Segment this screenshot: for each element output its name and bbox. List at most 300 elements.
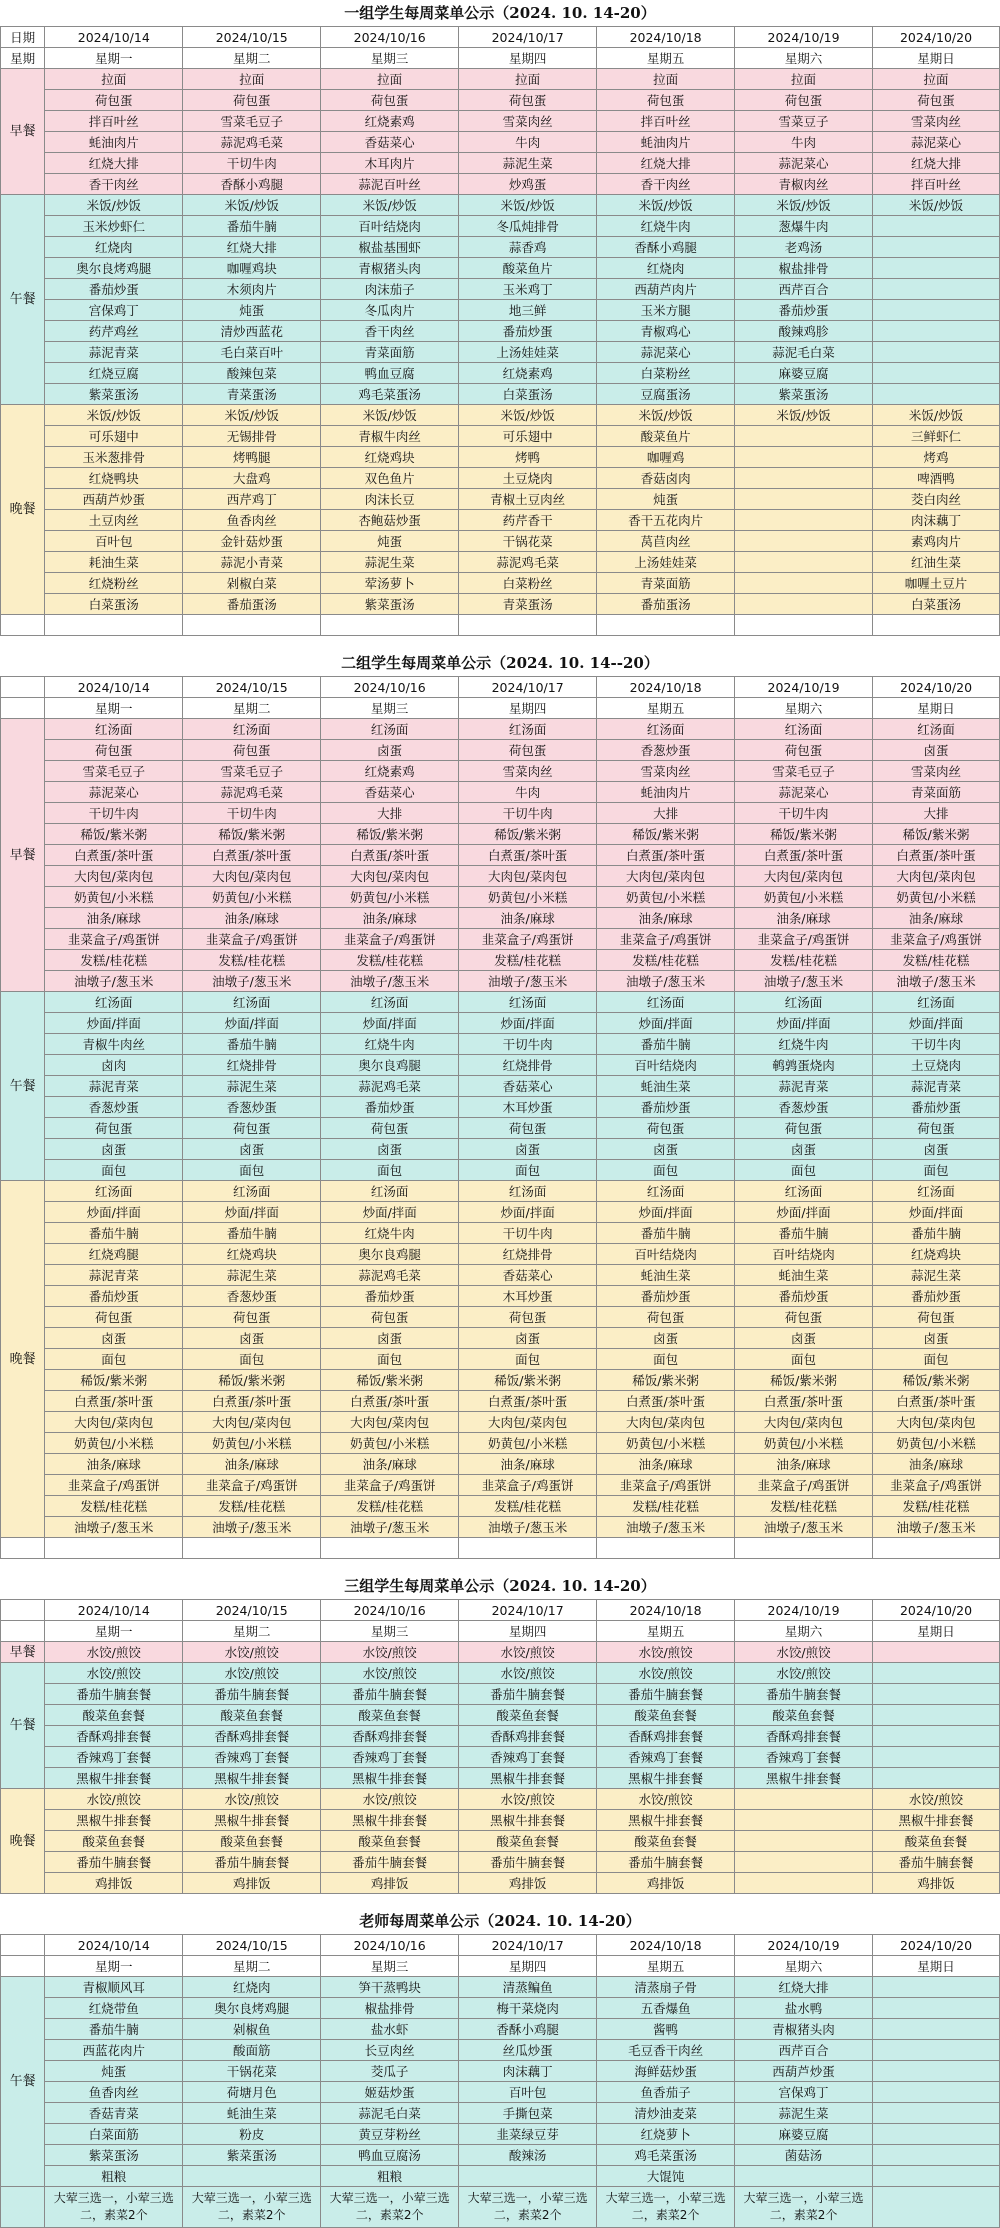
- dish-cell: 红汤面: [735, 992, 873, 1013]
- dish-cell: 香葱炒蛋: [183, 1286, 321, 1307]
- dish-cell: 青菜蛋汤: [459, 594, 597, 615]
- dish-cell: 蒜泥鸡毛菜: [459, 552, 597, 573]
- dish-cell: [873, 2082, 1000, 2103]
- dish-cell: 大排: [873, 803, 1000, 824]
- dish-cell: 水饺/煎饺: [321, 1663, 459, 1684]
- dish-cell: 油条/麻球: [321, 908, 459, 929]
- dish-cell: 白菜面筋: [45, 2124, 183, 2145]
- dish-cell: 青椒土豆肉丝: [459, 489, 597, 510]
- dish-cell: 油条/麻球: [183, 1454, 321, 1475]
- dish-cell: 雪菜肉丝: [459, 761, 597, 782]
- dish-cell: 稀饭/紫米粥: [183, 824, 321, 845]
- dish-cell: 番茄牛腩套餐: [183, 1852, 321, 1873]
- dish-cell: 红烧排骨: [459, 1055, 597, 1076]
- menu-row: [1, 1223, 1000, 1244]
- dish-cell: 玉米方腿: [597, 300, 735, 321]
- dish-cell: 红烧萝卜: [597, 2124, 735, 2145]
- dish-cell: 荷包蛋: [183, 740, 321, 761]
- dish-cell: 香酥鸡排套餐: [183, 1726, 321, 1747]
- dish-cell: 酸辣汤: [459, 2145, 597, 2166]
- dish-cell: 雪菜肉丝: [873, 761, 1000, 782]
- dish-cell: 冬瓜肉片: [321, 300, 459, 321]
- dish-cell: 油墩子/葱玉米: [45, 1517, 183, 1538]
- dish-cell: 红烧排骨: [459, 1244, 597, 1265]
- menu-row: [1, 531, 1000, 552]
- dish-cell: 肉沫长豆: [321, 489, 459, 510]
- dish-cell: 面包: [735, 1349, 873, 1370]
- dish-cell: [735, 2166, 873, 2187]
- dish-cell: 香菇菜心: [459, 1076, 597, 1097]
- dish-cell: 红烧鸡块: [321, 447, 459, 468]
- dish-cell: 香酥鸡排套餐: [597, 1726, 735, 1747]
- menu-row: [1, 1873, 1000, 1894]
- dish-cell: 大肉包/菜肉包: [459, 1412, 597, 1433]
- menu-row: [1, 489, 1000, 510]
- weekday-cell: 星期六: [735, 1621, 873, 1642]
- dish-cell: 红汤面: [321, 992, 459, 1013]
- dish-cell: 丝瓜炒蛋: [459, 2040, 597, 2061]
- menu-row: [1, 2061, 1000, 2082]
- dish-cell: 韭菜盒子/鸡蛋饼: [873, 929, 1000, 950]
- dish-cell: 番茄牛腩: [183, 216, 321, 237]
- dish-cell: 大肉包/菜肉包: [321, 1412, 459, 1433]
- dish-cell: 米饭/炒饭: [183, 195, 321, 216]
- dish-cell: 红烧大排: [597, 153, 735, 174]
- breakfast-label: 早餐: [1, 719, 45, 992]
- dish-cell: 香菇菜心: [321, 782, 459, 803]
- note-cell: 大荤三选一，小荤三选二，素菜2个: [735, 2187, 873, 2228]
- menu-row: [1, 1998, 1000, 2019]
- date-cell: 2024/10/15: [183, 1935, 321, 1956]
- dish-cell: 鹌鹑蛋烧肉: [735, 1055, 873, 1076]
- dish-cell: 香酥鸡排套餐: [45, 1726, 183, 1747]
- dish-cell: 韭菜盒子/鸡蛋饼: [45, 929, 183, 950]
- dish-cell: 木耳炒蛋: [459, 1286, 597, 1307]
- dish-cell: 卤肉: [45, 1055, 183, 1076]
- dish-cell: 大肉包/菜肉包: [45, 1412, 183, 1433]
- note-cell: 大荤三选一，小荤三选二，素菜2个: [321, 2187, 459, 2228]
- dish-cell: 拌百叶丝: [873, 174, 1000, 195]
- dish-cell: 红烧鸡腿: [45, 1244, 183, 1265]
- dish-cell: 玉米鸡丁: [459, 279, 597, 300]
- dish-cell: 蒜香鸡: [459, 237, 597, 258]
- menu-row: [1, 573, 1000, 594]
- menu-row: [1, 1433, 1000, 1454]
- dish-cell: 炖蛋: [183, 300, 321, 321]
- dish-cell: 麻婆豆腐: [735, 363, 873, 384]
- dish-cell: 发糕/桂花糕: [321, 1496, 459, 1517]
- dish-cell: 面包: [321, 1349, 459, 1370]
- dish-cell: 韭菜盒子/鸡蛋饼: [873, 1475, 1000, 1496]
- dish-cell: 红汤面: [873, 1181, 1000, 1202]
- dish-cell: [873, 2040, 1000, 2061]
- dish-cell: 大肉包/菜肉包: [735, 1412, 873, 1433]
- weekday-cell: 星期三: [321, 1621, 459, 1642]
- dish-cell: 酱鸭: [597, 2019, 735, 2040]
- dish-cell: 荷包蛋: [735, 1307, 873, 1328]
- dish-cell: 红烧鸭块: [45, 468, 183, 489]
- date-cell: 2024/10/14: [45, 1600, 183, 1621]
- dish-cell: 西芹百合: [735, 2040, 873, 2061]
- dish-cell: 卤蛋: [183, 1328, 321, 1349]
- menu-row: [1, 594, 1000, 615]
- menu-row: [1, 2103, 1000, 2124]
- dish-cell: 荷包蛋: [597, 1118, 735, 1139]
- dish-cell: 炒面/拌面: [183, 1202, 321, 1223]
- menu-row: [1, 1496, 1000, 1517]
- dish-cell: 番茄炒蛋: [45, 279, 183, 300]
- dish-cell: 发糕/桂花糕: [459, 1496, 597, 1517]
- dish-cell: 拉面: [459, 69, 597, 90]
- menu-row: [1, 1391, 1000, 1412]
- menu-row: [1, 929, 1000, 950]
- menu-row: [1, 1831, 1000, 1852]
- weekday-cell: 星期二: [183, 48, 321, 69]
- dish-cell: 红汤面: [459, 1181, 597, 1202]
- dish-cell: 面包: [45, 1160, 183, 1181]
- blank-cell: [735, 1538, 873, 1559]
- dish-cell: 卤蛋: [321, 1328, 459, 1349]
- dish-cell: 西葫芦炒蛋: [45, 489, 183, 510]
- dish-cell: 稀饭/紫米粥: [735, 824, 873, 845]
- dish-cell: 面包: [597, 1160, 735, 1181]
- weekday-row: [1, 1956, 1000, 1977]
- dish-cell: 米饭/炒饭: [735, 405, 873, 426]
- dish-cell: 红烧大排: [873, 153, 1000, 174]
- dish-cell: 茭白肉丝: [873, 489, 1000, 510]
- dish-cell: 黑椒牛排套餐: [459, 1768, 597, 1789]
- dish-cell: 青菜面筋: [597, 573, 735, 594]
- dish-cell: 黑椒牛排套餐: [597, 1768, 735, 1789]
- dish-cell: 香菇菜心: [459, 1265, 597, 1286]
- dish-cell: 白煮蛋/茶叶蛋: [597, 845, 735, 866]
- dish-cell: [873, 2145, 1000, 2166]
- dish-cell: 荷包蛋: [183, 90, 321, 111]
- dish-cell: 香干肉丝: [597, 174, 735, 195]
- dish-cell: 发糕/桂花糕: [183, 1496, 321, 1517]
- dish-cell: 卤蛋: [45, 1328, 183, 1349]
- menu-row: [1, 782, 1000, 803]
- dish-cell: [873, 2103, 1000, 2124]
- menu-row: [1, 1705, 1000, 1726]
- dish-cell: 水饺/煎饺: [459, 1789, 597, 1810]
- dish-cell: 蒜泥鸡毛菜: [183, 132, 321, 153]
- dish-cell: 面包: [597, 1349, 735, 1370]
- dish-cell: 红汤面: [597, 719, 735, 740]
- dish-cell: 卤蛋: [873, 740, 1000, 761]
- dish-cell: 红汤面: [735, 719, 873, 740]
- dish-cell: 干切牛肉: [459, 1034, 597, 1055]
- date-row: [1, 27, 1000, 48]
- date-cell: 2024/10/18: [597, 677, 735, 698]
- dish-cell: 干切牛肉: [183, 803, 321, 824]
- dish-cell: 番茄牛腩套餐: [321, 1684, 459, 1705]
- dish-cell: 酸菜鱼套餐: [183, 1705, 321, 1726]
- menu-row: [1, 2082, 1000, 2103]
- dish-cell: 韭菜盒子/鸡蛋饼: [459, 1475, 597, 1496]
- menu-row: [1, 1181, 1000, 1202]
- dish-cell: 西葫芦肉片: [597, 279, 735, 300]
- dish-cell: 炖蛋: [321, 531, 459, 552]
- dish-cell: 蒜泥青菜: [873, 1076, 1000, 1097]
- dish-cell: 黑椒牛排套餐: [735, 1768, 873, 1789]
- dish-cell: 红汤面: [183, 719, 321, 740]
- dish-cell: 炖蛋: [45, 2061, 183, 2082]
- dish-cell: 水饺/煎饺: [183, 1642, 321, 1663]
- note-cell: [873, 2187, 1000, 2228]
- dish-cell: 炒面/拌面: [321, 1202, 459, 1223]
- date-cell: 2024/10/19: [735, 677, 873, 698]
- dish-cell: 水饺/煎饺: [873, 1789, 1000, 1810]
- teachers-menu-table: [0, 1934, 1000, 2228]
- weekday-cell: 星期一: [45, 1621, 183, 1642]
- dish-cell: 啤酒鸭: [873, 468, 1000, 489]
- dish-cell: 青菜蛋汤: [183, 384, 321, 405]
- dish-cell: 土豆肉丝: [45, 510, 183, 531]
- menu-row: [1, 552, 1000, 573]
- dish-cell: 宫保鸡丁: [735, 2082, 873, 2103]
- dish-cell: 蚝油肉片: [597, 782, 735, 803]
- dish-cell: 发糕/桂花糕: [873, 1496, 1000, 1517]
- dish-cell: 鸭血豆腐汤: [321, 2145, 459, 2166]
- dish-cell: 炒面/拌面: [321, 1013, 459, 1034]
- dish-cell: 大肉包/菜肉包: [597, 866, 735, 887]
- dish-cell: 红烧粉丝: [45, 573, 183, 594]
- blank-cell: [1, 615, 45, 636]
- menu-row: [1, 719, 1000, 740]
- dish-cell: 油墩子/葱玉米: [873, 971, 1000, 992]
- dish-cell: 雪菜豆子: [735, 111, 873, 132]
- dish-cell: 荷包蛋: [459, 90, 597, 111]
- dish-cell: 香酥鸡排套餐: [459, 1726, 597, 1747]
- dish-cell: 油条/麻球: [597, 908, 735, 929]
- dish-cell: 海鲜菇炒蛋: [597, 2061, 735, 2082]
- dish-cell: 紫菜蛋汤: [321, 594, 459, 615]
- dish-cell: [873, 279, 1000, 300]
- dish-cell: 韭菜盒子/鸡蛋饼: [183, 929, 321, 950]
- dish-cell: 百叶结烧肉: [597, 1055, 735, 1076]
- dish-cell: 油墩子/葱玉米: [45, 971, 183, 992]
- date-label: 日期: [1, 27, 45, 48]
- dish-cell: 蒜泥菜心: [735, 153, 873, 174]
- dish-cell: 炒面/拌面: [459, 1013, 597, 1034]
- dish-cell: 酸菜鱼套餐: [45, 1831, 183, 1852]
- menu-row: [1, 1642, 1000, 1663]
- dish-cell: 百叶包: [45, 531, 183, 552]
- menu-row: [1, 468, 1000, 489]
- dish-cell: 拌百叶丝: [45, 111, 183, 132]
- dish-cell: 红烧素鸡: [321, 111, 459, 132]
- menu-row: [1, 1412, 1000, 1433]
- dish-cell: 奶黄包/小米糕: [597, 887, 735, 908]
- dish-cell: 长豆肉丝: [321, 2040, 459, 2061]
- dish-cell: 奶黄包/小米糕: [873, 1433, 1000, 1454]
- dish-cell: 奶黄包/小米糕: [459, 887, 597, 908]
- dish-cell: 蒜泥生菜: [321, 552, 459, 573]
- dish-cell: 干切牛肉: [459, 1223, 597, 1244]
- menu-row: [1, 908, 1000, 929]
- dish-cell: 韭菜盒子/鸡蛋饼: [321, 1475, 459, 1496]
- date-cell: 2024/10/14: [45, 27, 183, 48]
- dish-cell: 香菇菜心: [321, 132, 459, 153]
- date-cell: 2024/10/18: [597, 27, 735, 48]
- dish-cell: 白煮蛋/茶叶蛋: [321, 1391, 459, 1412]
- dinner-label: 晚餐: [1, 405, 45, 615]
- dish-cell: 紫菜蛋汤: [183, 2145, 321, 2166]
- dish-cell: 米饭/炒饭: [321, 195, 459, 216]
- dish-cell: 白煮蛋/茶叶蛋: [597, 1391, 735, 1412]
- dish-cell: [735, 573, 873, 594]
- dish-cell: 米饭/炒饭: [459, 405, 597, 426]
- dish-cell: 蒜泥鸡毛菜: [321, 1265, 459, 1286]
- lunch-label: 午餐: [1, 1663, 45, 1789]
- dish-cell: 荷包蛋: [735, 740, 873, 761]
- dish-cell: 黑椒牛排套餐: [183, 1768, 321, 1789]
- dish-cell: 西蓝花肉片: [45, 2040, 183, 2061]
- breakfast-label: 早餐: [1, 1642, 45, 1663]
- dish-cell: 荷包蛋: [597, 1307, 735, 1328]
- dish-cell: 雪菜毛豆子: [735, 761, 873, 782]
- dish-cell: 香葱炒蛋: [45, 1097, 183, 1118]
- dish-cell: 韭菜盒子/鸡蛋饼: [183, 1475, 321, 1496]
- dish-cell: 卤蛋: [735, 1328, 873, 1349]
- dish-cell: 双色鱼片: [321, 468, 459, 489]
- dish-cell: 蒜泥菜心: [735, 782, 873, 803]
- weekday-cell: 星期六: [735, 48, 873, 69]
- menu-row: [1, 1097, 1000, 1118]
- dish-cell: 面包: [873, 1160, 1000, 1181]
- dish-cell: 红汤面: [45, 992, 183, 1013]
- dish-cell: 水饺/煎饺: [45, 1663, 183, 1684]
- menu-row: [1, 1663, 1000, 1684]
- dish-cell: 卤蛋: [597, 1328, 735, 1349]
- dish-cell: 水饺/煎饺: [459, 1642, 597, 1663]
- dish-cell: [873, 2019, 1000, 2040]
- dish-cell: 番茄炒蛋: [873, 1286, 1000, 1307]
- lunch-label: 午餐: [1, 992, 45, 1181]
- dish-cell: 水饺/煎饺: [459, 1663, 597, 1684]
- dish-cell: 毛豆香干肉丝: [597, 2040, 735, 2061]
- dish-cell: 盐水鸭: [735, 1998, 873, 2019]
- dish-cell: 蒜泥生菜: [183, 1265, 321, 1286]
- dish-cell: 蚝油肉片: [45, 132, 183, 153]
- dish-cell: 拌百叶丝: [597, 111, 735, 132]
- dish-cell: 手撕包菜: [459, 2103, 597, 2124]
- dish-cell: 咖喱鸡块: [183, 258, 321, 279]
- note-cell: 大荤三选一，小荤三选二，素菜2个: [183, 2187, 321, 2228]
- dish-cell: 药芹香干: [459, 510, 597, 531]
- dish-cell: 红烧豆腐: [45, 363, 183, 384]
- dish-cell: 米饭/炒饭: [597, 405, 735, 426]
- dish-cell: 青椒牛肉丝: [45, 1034, 183, 1055]
- date-label: [1, 677, 45, 698]
- dinner-label: 晚餐: [1, 1789, 45, 1894]
- dish-cell: 番茄炒蛋: [597, 1286, 735, 1307]
- dish-cell: 大排: [321, 803, 459, 824]
- date-cell: 2024/10/14: [45, 677, 183, 698]
- date-cell: 2024/10/17: [459, 677, 597, 698]
- dish-cell: [459, 2166, 597, 2187]
- dish-cell: 蒜泥菜心: [597, 342, 735, 363]
- dish-cell: 番茄炒蛋: [735, 1286, 873, 1307]
- dish-cell: 稀饭/紫米粥: [873, 1370, 1000, 1391]
- section-title: 老师每周菜单公示（2024. 10. 14-20）: [359, 1912, 641, 1930]
- dish-cell: 番茄牛腩: [873, 1223, 1000, 1244]
- dish-cell: 玉米葱排骨: [45, 447, 183, 468]
- dish-cell: 百叶结烧肉: [735, 1244, 873, 1265]
- dish-cell: 红烧素鸡: [321, 761, 459, 782]
- date-cell: 2024/10/17: [459, 1600, 597, 1621]
- dish-cell: 红烧大排: [735, 1977, 873, 1998]
- date-cell: 2024/10/19: [735, 27, 873, 48]
- dish-cell: 炒面/拌面: [45, 1013, 183, 1034]
- dish-cell: 蒜泥生菜: [459, 153, 597, 174]
- menu-row: [1, 279, 1000, 300]
- dish-cell: 大盘鸡: [183, 468, 321, 489]
- dish-cell: 卤蛋: [735, 1139, 873, 1160]
- dish-cell: 红烧牛肉: [597, 216, 735, 237]
- dish-cell: [873, 1726, 1000, 1747]
- dish-cell: 稀饭/紫米粥: [735, 1370, 873, 1391]
- note-cell: 大荤三选一，小荤三选二，素菜2个: [459, 2187, 597, 2228]
- dish-cell: 水饺/煎饺: [597, 1789, 735, 1810]
- dish-cell: 油条/麻球: [45, 908, 183, 929]
- dish-cell: 白煮蛋/茶叶蛋: [183, 845, 321, 866]
- date-row: [1, 677, 1000, 698]
- dish-cell: 红汤面: [459, 992, 597, 1013]
- dish-cell: 油条/麻球: [873, 1454, 1000, 1475]
- dish-cell: 拉面: [735, 69, 873, 90]
- dish-cell: [873, 258, 1000, 279]
- blank-cell: [321, 615, 459, 636]
- dish-cell: 炒面/拌面: [459, 1202, 597, 1223]
- menu-row: [1, 1684, 1000, 1705]
- section-title: 二组学生每周菜单公示（2024. 10. 14--20）: [341, 654, 659, 672]
- dish-cell: 油条/麻球: [45, 1454, 183, 1475]
- dish-cell: 韭菜盒子/鸡蛋饼: [735, 929, 873, 950]
- menu-row: [1, 1977, 1000, 1998]
- dish-cell: 水饺/煎饺: [321, 1789, 459, 1810]
- menu-row: [1, 447, 1000, 468]
- dish-cell: 稀饭/紫米粥: [321, 824, 459, 845]
- dish-cell: 木耳炒蛋: [459, 1097, 597, 1118]
- dish-cell: 面包: [45, 1349, 183, 1370]
- dish-cell: 卤蛋: [321, 740, 459, 761]
- dish-cell: 鸡排饭: [873, 1873, 1000, 1894]
- dish-cell: 炒面/拌面: [597, 1202, 735, 1223]
- dish-cell: 蚝油肉片: [597, 132, 735, 153]
- dish-cell: 茭瓜子: [321, 2061, 459, 2082]
- dish-cell: 荷包蛋: [321, 90, 459, 111]
- dish-cell: 拉面: [321, 69, 459, 90]
- dish-cell: 黄豆芽粉丝: [321, 2124, 459, 2145]
- dish-cell: 蒜泥菜心: [873, 132, 1000, 153]
- dish-cell: 豆腐蛋汤: [597, 384, 735, 405]
- dish-cell: 荷包蛋: [183, 1307, 321, 1328]
- menu-row: [1, 132, 1000, 153]
- dish-cell: 奥尔良烤鸡腿: [45, 258, 183, 279]
- menu-row: [1, 1034, 1000, 1055]
- note-spacer: [1, 2187, 45, 2228]
- dish-cell: 梅干菜烧肉: [459, 1998, 597, 2019]
- dish-cell: 红汤面: [597, 992, 735, 1013]
- dish-cell: 鱼香肉丝: [45, 2082, 183, 2103]
- dish-cell: 发糕/桂花糕: [321, 950, 459, 971]
- dish-cell: 韭菜盒子/鸡蛋饼: [735, 1475, 873, 1496]
- dish-cell: [735, 1873, 873, 1894]
- menu-row: [1, 803, 1000, 824]
- dish-cell: [183, 2166, 321, 2187]
